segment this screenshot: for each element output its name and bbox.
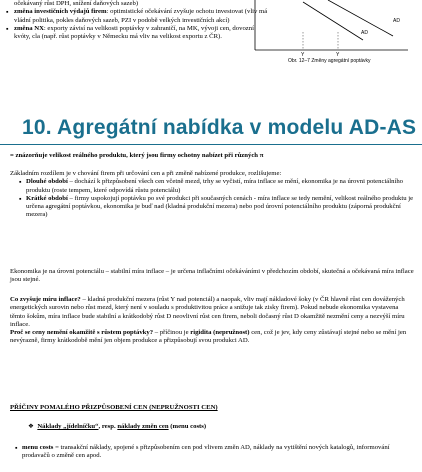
y-label-2: Y (336, 52, 340, 58)
ad-label-2: AD (393, 18, 400, 24)
menu-costs-definition: ▪ menu costs = transakční náklady, spojené s přizpůsobením cen pod vlivem změn AD, náklady na vytištění nových katalogů, informování prodavačů o změně cen apod. (10, 444, 415, 461)
figure-caption: Obr. 12–7 Změny agregátní poptávky (288, 58, 371, 64)
diamond-bullet-icon: ❖ (28, 423, 38, 430)
heading-rule (0, 144, 422, 145)
menu-costs-item: ❖ Náklady „jídelníčku“, resp. náklady změn cen (menu costs) (28, 423, 207, 430)
ad-shift-figure (243, 0, 413, 66)
inflation-paragraph: Co zvyšuje míru inflace? – kladná produkční mezera (růst Y nad potenciál) a naopak, vliv mají nákladové šoky (v ČR hlavně růst cen dovážených energetických surovin nebo růst mezd, který není v souladu s produktivitou práce a snižuje tak zisky firem). Pokud nebude ekonomika vystavena těmto šokům, míra inflace bude stabilní a krátkodobý růst D neovlivní růst cen firem, neboli dočasný růst D okamžitě nezmění ceny a nezvýší míru inflace. Proč se ceny nemění okamžitě s růstem poptávky? – příčinou je rigidita (nepružnost) cen, což je jev, kdy ceny zůstávají stejné nebo se mění jen nevýrazně, firmy krátkodobě mění jen objem produkce a přizpůsobují svou produkci AD. (10, 296, 407, 345)
continued-list (0, 0, 270, 41)
list-item-nx: ▪ změna NX: exporty závisí na velikosti poptávky v zahraničí, na MK, vývoji cen, dovozní kvóty, cla (např. růst poptávky v Německu má vliv na velikost exportu z ČR). (8, 25, 270, 42)
causes-heading: PŘÍČINY POMALÉHO PŘIZPŮSOBENÍ CEN (NEPRUŽNOSTI CEN) (10, 404, 218, 411)
list-item-short-run: ▪ Krátké období – firmy uspokojují poptávku po své produkci při současných cenách - míra inflace se tedy nemění, velikost reálného produktu je určena agregátní poptávkou, ekonomika je buď nad (kladná produkční mezera) nebo pod úrovní potenciálního produktu (záporná produkční mezera) (20, 195, 415, 220)
economy-paragraph: Ekonomika je na úrovni potenciálu – stabilní míra inflace – je určena inflačními očekáváními v předchozím období, skutečná a očekávaná míra inflace jsou stejné. (10, 268, 414, 284)
section-heading: 10. Agregátní nabídka v modelu AD-AS (22, 116, 417, 139)
continued-line: očekávaný růst DPH, snížení daňových sazeb) (14, 0, 139, 7)
ad-label-1: AD (361, 30, 368, 36)
intro-line: = znázorňuje velikost reálného produktu, který jsou firmy ochotny nabízet při různých π (10, 152, 264, 159)
y-label-1: Y (301, 52, 305, 58)
periods-block: Základním rozdílem je v chování firem při určování cen a při změně nabízené produkce, rozlišujeme: ▪ Dlouhé období – dochází k přizpůsobení všech cen včetně mezd, trhy se vyčistí, míra inflace se mění, ekonomika je na úrovni potenciálního produktu (roste tempem, které odpovídá růstu potenciálu) ▪ Krátké období – firmy uspokojují poptávku po své produkci při současných cenách - míra inflace se tedy nemění, velikost reálného produktu je určena agregátní poptávkou, ekonomika je buď nad (kladná produkční mezera) nebo pod úrovní potenciálního produktu (záporná produkční mezera) (10, 170, 415, 220)
list-item-investments: ▪ změna investičních výdajů firem: optimistické očekávání zvyšuje ochotu investovat (vliv má vládní politika, pokles daňových sazeb, PZI v podobě velkých investičních akcí) (8, 8, 270, 25)
list-item-long-run: ▪ Dlouhé období – dochází k přizpůsobení všech cen včetně mezd, trhy se vyčistí, míra inflace se mění, ekonomika je na úrovni potenciálního produktu (roste tempem, které odpovídá růstu potenciálu) (20, 178, 415, 195)
